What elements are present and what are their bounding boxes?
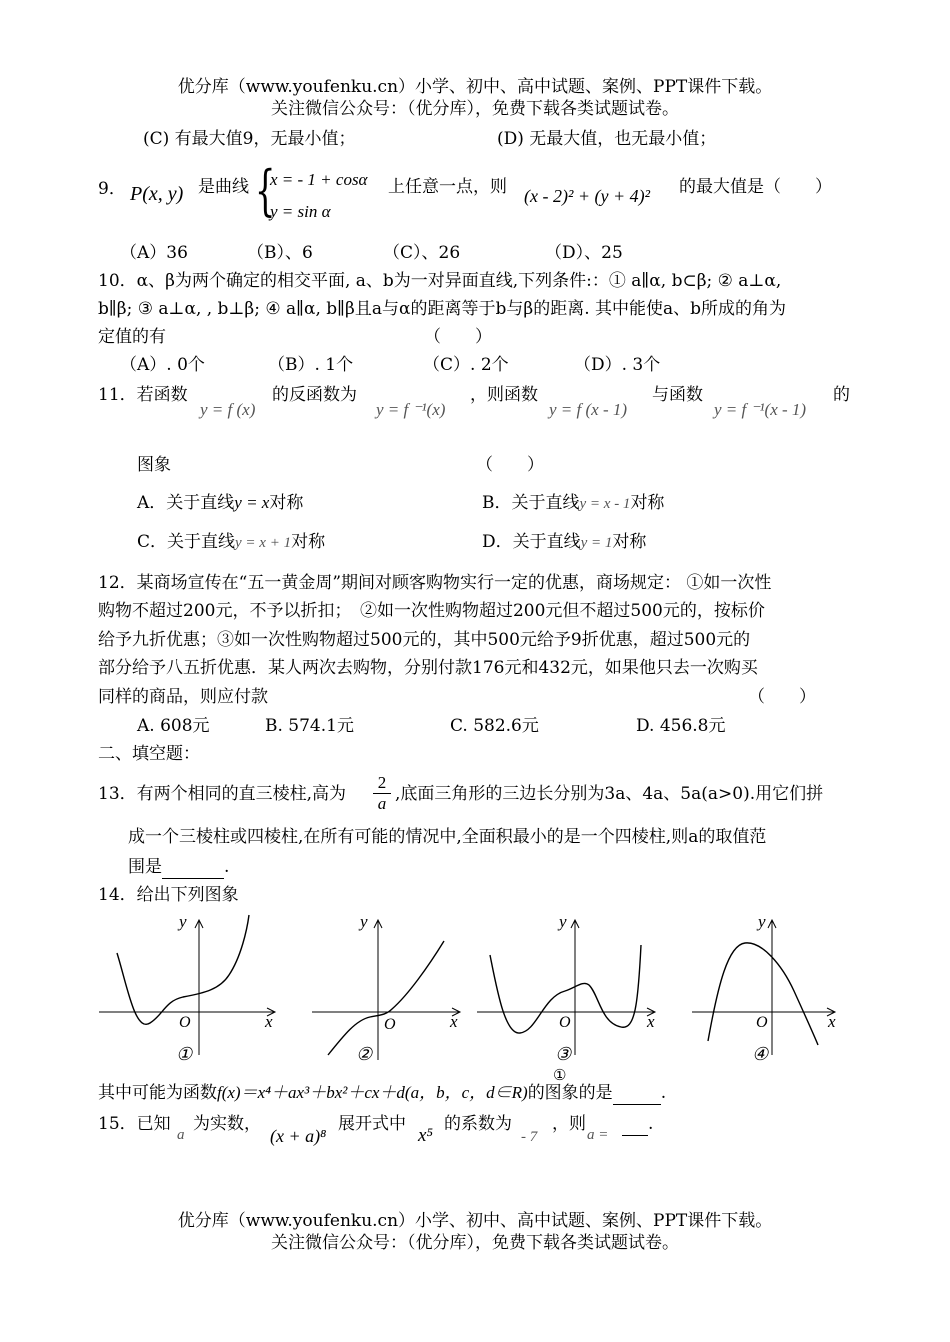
q12-option-b: B. 574.1元 xyxy=(265,716,354,736)
q11-option-d-end: 对称 xyxy=(612,532,647,552)
q14-graph-1-y-label: y xyxy=(179,912,187,931)
footer-line-2: 关注微信公众号：（优分库），免费下载各类试题试卷。 xyxy=(271,1233,679,1253)
q10-line-2: b∥β; ③ a⊥α, , b⊥β; ④ a∥α, b∥β且a与α的距离等于b与β的距离. 其中能使a、b所成的角为 xyxy=(98,299,787,319)
q11-option-d-label: D．关于直线 xyxy=(482,532,581,552)
q9-expression: (x - 2)² + (y + 4)² xyxy=(524,186,651,206)
q14-curve-2 xyxy=(328,941,444,1055)
q13-text-1: 13．有两个相同的直三棱柱,高为 xyxy=(98,784,347,804)
q13-line-2: 成一个三棱柱或四棱柱,在所有可能的情况中,全面积最小的是一个四棱柱,则a的取值范 xyxy=(128,827,767,847)
q11-option-c-label: C．关于直线 xyxy=(137,532,236,552)
q14-answer-line xyxy=(98,1082,666,1105)
q12-line-3: 给予九折优惠；③如一次性购物超过500元的，其中500元给予9折优惠，超过500元的 xyxy=(98,630,751,650)
q11-option-b-end: 对称 xyxy=(630,493,665,513)
q15-text-2: 为实数， xyxy=(193,1114,261,1134)
q15-answer-blank[interactable] xyxy=(622,1113,648,1136)
q10-option-c: （C）. 2个 xyxy=(423,355,509,375)
q14-answer-text-b: 的图象的是 xyxy=(527,1083,613,1103)
q11-text-3: 与函数 xyxy=(652,385,703,405)
q13-line-3-end: . xyxy=(224,857,230,877)
q14-graph-1 xyxy=(95,905,285,1065)
q9-curve-eq-1: x = - 1 + cosα xyxy=(270,170,368,189)
q14-function: f(x)＝x⁴＋ax³＋bx²＋cx＋d(a，b，c，d∈R) xyxy=(217,1083,528,1102)
q15-var-a: a xyxy=(177,1127,185,1143)
q11-option-a-eq: y = x xyxy=(234,493,270,512)
q14-graph-3-y-label: y xyxy=(559,912,567,931)
section-title-fill-in: 二、填空题： xyxy=(98,744,200,764)
q8-option-c: (C) 有最大值9，无最小值； xyxy=(143,129,356,149)
q13-fraction-den: a xyxy=(373,793,391,814)
q13-text-2: ,底面三角形的三边长分别为3a、4a、5a(a>0).用它们拼 xyxy=(395,784,824,804)
q14-stray-mark: ① xyxy=(553,1066,567,1084)
q14-graph-4-origin: O xyxy=(756,1014,768,1031)
q11-option-a xyxy=(137,492,303,514)
q15-text-1: 15．已知 xyxy=(98,1114,171,1134)
q11-answer-paren: （ ） xyxy=(476,455,544,475)
q9-brace: { xyxy=(254,159,276,222)
q14-graph-4-label: ④ xyxy=(752,1044,769,1064)
q15-text-5: ，则 xyxy=(552,1114,586,1134)
q10-option-b: （B）. 1个 xyxy=(268,355,354,375)
q9-text-1: 是曲线 xyxy=(198,177,249,197)
q14-answer-end: . xyxy=(660,1083,667,1103)
q13-line-3 xyxy=(128,856,229,879)
q12-option-d: D. 456.8元 xyxy=(636,716,726,736)
q9-number: 9． xyxy=(98,179,126,199)
q14-graph-3-origin: O xyxy=(559,1014,571,1031)
header-line-2: 关注微信公众号：（优分库），免费下载各类试题试卷。 xyxy=(271,99,679,119)
q14-graph-3 xyxy=(475,905,665,1065)
q8-option-d: (D) 无最大值，也无最小值； xyxy=(497,129,717,149)
q12-option-c: C. 582.6元 xyxy=(450,716,539,736)
q11-option-a-end: 对称 xyxy=(269,493,304,513)
q13-fraction xyxy=(373,773,391,814)
q14-graph-2 xyxy=(310,905,470,1065)
q11-option-d-eq: y = 1 xyxy=(580,535,613,551)
q9-text-2: 上任意一点，则 xyxy=(388,177,507,197)
q12-line-2: 购物不超过200元，不予以折扣； ②如一次性购物超过200元但不超过500元的，按标价 xyxy=(98,601,765,621)
q9-point: P(x, y) xyxy=(130,183,184,205)
header-line-1: 优分库（www.youfenku.cn）小学、初中、高中试题、案例、PPT课件下载。 xyxy=(177,77,773,97)
q15-answer-label: a = xyxy=(587,1127,609,1143)
q11-option-c xyxy=(137,531,325,554)
q14-graph-4 xyxy=(690,905,850,1065)
q14-graph-3-x-label: x xyxy=(647,1012,655,1031)
q9-curve-eq-2: y = sin α xyxy=(270,202,331,221)
q14-graph-1-x-label: x xyxy=(265,1012,273,1031)
q11-number: 11．若函数 xyxy=(98,385,188,405)
q11-func-4: y = f ⁻¹(x - 1) xyxy=(714,400,807,419)
q12-line-4: 部分给予八五折优惠．某人两次去购物，分别付款176元和432元，如果他只去一次购买 xyxy=(98,658,758,678)
q13-answer-blank[interactable] xyxy=(162,856,224,879)
q11-option-c-eq: y = x + 1 xyxy=(235,535,292,551)
q9-option-d: （D）、25 xyxy=(545,243,623,263)
q14-graph-2-label: ② xyxy=(356,1044,373,1064)
q11-func-2: y = f ⁻¹(x) xyxy=(376,400,446,419)
q11-text-1: 的反函数为 xyxy=(272,385,357,405)
q9-text-3: 的最大值是（ ） xyxy=(679,177,832,197)
q14-answer-blank[interactable] xyxy=(613,1082,661,1105)
footer-line-1: 优分库（www.youfenku.cn）小学、初中、高中试题、案例、PPT课件下载。 xyxy=(177,1211,773,1231)
q9-option-a: （A）36 xyxy=(120,243,188,263)
q14-graph-3-label: ③ xyxy=(555,1044,572,1064)
q12-line-5: 同样的商品，则应付款 xyxy=(98,687,268,707)
q11-option-b-eq: y = x - 1 xyxy=(579,496,631,512)
q15-x5: x⁵ xyxy=(418,1125,434,1146)
q11-option-d xyxy=(482,531,646,554)
q14-graph-4-x-label: x xyxy=(828,1012,836,1031)
q13-line-3-text: 围是 xyxy=(128,857,162,877)
q12-option-a: A. 608元 xyxy=(137,716,210,736)
q9-option-b: （B）、6 xyxy=(247,243,313,263)
q11-text-2: ，则函数 xyxy=(470,385,538,405)
q11-func-1: y = f (x) xyxy=(200,400,256,419)
q15-text-4: 的系数为 xyxy=(444,1114,512,1134)
q11-option-a-label: A．关于直线 xyxy=(137,493,235,513)
q12-line-1: 12．某商场宣传在“五一黄金周”期间对顾客购物实行一定的优惠，商场规定： ①如一次性 xyxy=(98,573,772,593)
q14-graph-2-x-label: x xyxy=(450,1012,458,1031)
q10-option-a: （A）. 0个 xyxy=(120,355,205,375)
q15-end: . xyxy=(648,1114,654,1134)
q14-curve-1 xyxy=(117,915,249,1024)
q13-fraction-num: 2 xyxy=(377,773,387,792)
q15-expression: (x + a)⁸ xyxy=(270,1126,327,1146)
q11-option-b xyxy=(482,492,664,515)
q11-text-4: 的 xyxy=(833,385,850,405)
q12-answer-paren: （ ） xyxy=(748,687,816,707)
q10-option-d: （D）. 3个 xyxy=(574,355,661,375)
q9-option-c: （C）、26 xyxy=(383,243,461,263)
q11-option-c-end: 对称 xyxy=(291,532,326,552)
q14-graph-4-y-label: y xyxy=(758,912,766,931)
q14-answer-text-a: 其中可能为函数 xyxy=(98,1083,217,1103)
q15-coefficient: - 7 xyxy=(521,1129,538,1145)
q14-graph-1-label: ① xyxy=(176,1044,193,1064)
q14-graph-2-y-label: y xyxy=(360,912,368,931)
q11-option-b-label: B．关于直线 xyxy=(482,493,580,513)
q15-text-3: 展开式中 xyxy=(338,1114,406,1134)
q11-func-3: y = f (x - 1) xyxy=(549,400,628,419)
q11-line-2: 图象 xyxy=(137,455,171,475)
q14-title: 14．给出下列图象 xyxy=(98,885,239,905)
q15-answer-line xyxy=(622,1113,653,1136)
q10-line-1: 10．α、β为两个确定的相交平面, a、b为一对异面直线,下列条件:：① a∥α, b⊂β; ② a⊥α, xyxy=(98,271,782,291)
q10-answer-paren: （ ） xyxy=(424,327,492,347)
q14-graph-1-origin: O xyxy=(179,1014,191,1031)
q14-graph-2-origin: O xyxy=(384,1016,396,1033)
q10-line-3: 定值的有 xyxy=(98,327,166,347)
